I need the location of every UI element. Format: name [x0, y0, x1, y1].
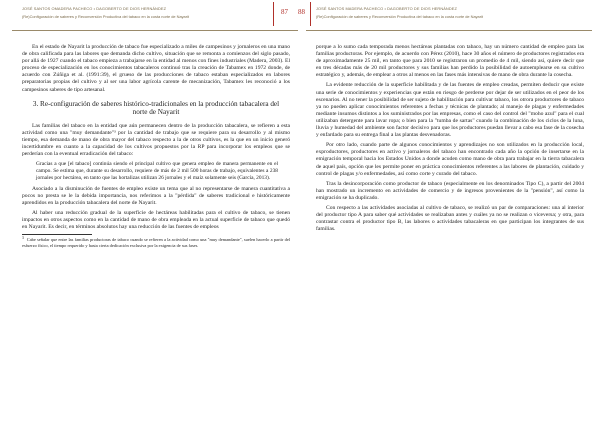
left-header-authors: JOSÉ SANTOS OMADERA PACHECO • DAGOBERTO DE DIOS HERNÁNDEZ	[22, 6, 167, 11]
left-header-divider	[273, 2, 274, 26]
left-page-header	[12, 0, 298, 31]
right-page	[298, 0, 592, 440]
paragraph: Con respecto a las actividades asociadas al cultivo de tabaco, se realizó un par de comparaciones: una al interior del productor tipo A para saber qué actividades se realizaban antes y cuáles ya no se realizan o viceversa; y otra, para contrastar contra el productor tipo B, las labores o actividades tabacaleras en que participan los integrantes de sus familias.	[316, 204, 584, 233]
right-page-header	[298, 0, 592, 31]
paragraph: Asociado a la disminución de fuentes de empleo existe un tema que al no representarse de manera cuantitativa a pocos no presta se le la debida importancia, nos referimos a la "pérdida" de saberes tradicional e históricamente aprendidos en la producción tabacalera del norte de Nayarit.	[22, 185, 290, 206]
left-page	[12, 0, 298, 440]
paragraph: Por otro lado, cuando parte de algunos conocimientos y aprendizajes no son utilizados en la producción local, exproductores, productores en activo y jornaleros del tabaco han encontrado cada año la opción de insertarse en la emigración temporal hacia los Estados Unidos a donde acuden como mano de obra para trabajar en la tierra tabacalera de aquel país, opción que les permite poner en práctica conocimientos referentes a las labores de plantación, cuidado y control de plagas y/o enfermedades, así como corte y curado del tabaco.	[316, 142, 584, 177]
paragraph: La evidente reducción de la superficie habilitada y de las fuentes de empleo creadas, permiten deducir que existe una serie de conocimientos y experiencias que están en riesgo de perderse por dejar de ser utilizados en el peor de los escenarios. Al no tener la posibilidad de ser sujeto de habilitación para cultivar tabaco, los otrora productores de tabaco ya no pueden aplicar conocimientos referentes a fechas y técnicas de plantado; al manejo de plagas y enfermedades mediante insumos distintos a los suministrados por las empresas, como el caso del control del "moho azul" para el cual utilizaban detergente para lavar ropa; o bien para la "tumba de sartas" cuando la combinación de los ciclos de la luna, lluvia y humedad del ambiente son factor decisivo para que los productores puedan llevar a cabo esa fase de la cosecha y enfardado para su entrega final a las plantas desvenadoras.	[316, 82, 584, 139]
paragraph: Al haber una reducción gradual de la superficie de hectáreas habilitadas para el cultivo de tabaco, se tienen impactos en otros aspectos como en la cantidad de mano de obra empleada en la actual superficie de tabaco que quedó en Nayarit. Es decir, en términos absolutos hay una reducción de las fuentes de empleos	[22, 209, 290, 231]
left-page-number: 87	[281, 8, 288, 16]
footnote-number: 3	[22, 235, 24, 240]
block-quote: Gracias a que [el tabaco] continúa siendo el principal cultivo que genera empleo de manera permanente en el campo. Se estima que, durante su desarrollo, requiere de más de 2 mil 500 horas de trabajo, equivalentes a 238 jornales por hectárea, en tanto que las hortalizas utilizan 26 jornales y el maíz solamente seis (García, 2013).	[36, 161, 278, 181]
right-header-divider	[310, 2, 311, 26]
left-header-title: (Re)Configuración de saberes y Reconversión Productiva del tabaco en la costa norte de Nayarit	[22, 14, 189, 19]
footnote	[22, 237, 290, 248]
right-page-number: 88	[298, 8, 305, 16]
paragraph: porque a lo sumo cada temporada menos hectáreas plantadas con tabaco, hay un número cantidad de empleo para las familias productoras. Por ejemplo, de acuerdo con Pérez (2010), hace 30 años el número de productores registrados era de aproximadamente 25 mil, en tanto que para 2010 se registraron un promedio de 4 mil, siendo así, quiere decir que en tres décadas más de 20 mil productores y sus familias han perdido la posibilidad de autoemplearse en su cultivo estratégico y, además, de emplear a otros al menos en las fases más intensivas de mano de obra durante la cosecha.	[316, 44, 584, 79]
footnote-separator	[22, 234, 92, 235]
right-page-body	[316, 44, 584, 236]
section-heading: 3. Re-configuración de saberes histórico-tradicionales en la producción tabacalera del norte de Nayarit	[32, 99, 280, 117]
footnote-text: Cabe señalar que entre las familias productoras de tabaco cuando se refieren a la actividad como una "muy demandante", suelen hacerlo a partir del esfuerzo físico, el tiempo requerido y hasta cierta dedicación exclusiva por la exigencia de sus fases.	[22, 237, 290, 248]
paragraph: En el estado de Nayarit la producción de tabaco fue especializado a miles de campesinos y jornaleros en una mano de obra calificada para las labores que demanda dicho cultivo, situación que se remonta a comienzos del siglo pasado, por allá de 1927 cuando el tabaco empieza a trabajarse en la entidad al menos con fines industriales (Madera, 2003). El proceso de especialización en los conocimientos tabacaleros continuó tras la creación de Tabamex en 1972 donde, de acuerdo con Zúñiga et al. (1991:39), el grueso de las producciones de tabaco estaban especializados en labores preparatorias propias del cultivo y al ser una labor agrícola carente de mecanización, Tabamex les reconoció a los campesinos saberes de tipo artesanal.	[22, 44, 290, 93]
right-header-authors: JOSÉ SANTOS MADERA PACHECO • DAGOBERTO DE DIOS HERNÁNDEZ	[316, 6, 457, 11]
right-header-title: (Re)Configuración de saberes y Reconversión Productiva del tabaco en la costa norte de Nayarit	[316, 14, 483, 19]
left-page-body	[22, 44, 290, 248]
paragraph: Las familias del tabaco en la entidad que aún permanecen dentro de la producción tabacalera, se refieren a esta actividad como una "muy demandante"³ por la cantidad de trabajo que se requiere para su desarrollo y al mismo tiempo, esa demanda de mano de obra mayor del tabaco respecto a la de otros cultivos, es la que en un inicio generó incertidumbre en cuanto a la capacidad de los cultivos propuestos por la RP para incorporar los empleos que se perderían con la eventual erradicación del tabaco:	[22, 122, 290, 158]
paragraph: Tras la desincorporación como productor de tabaco (especialmente en los denominados Tipo C), a partir del 2004 han mostrado un incremento en actividades de comercio y de ingresos provenientes de la "pensión", así como la emigración se ha duplicado.	[316, 180, 584, 201]
